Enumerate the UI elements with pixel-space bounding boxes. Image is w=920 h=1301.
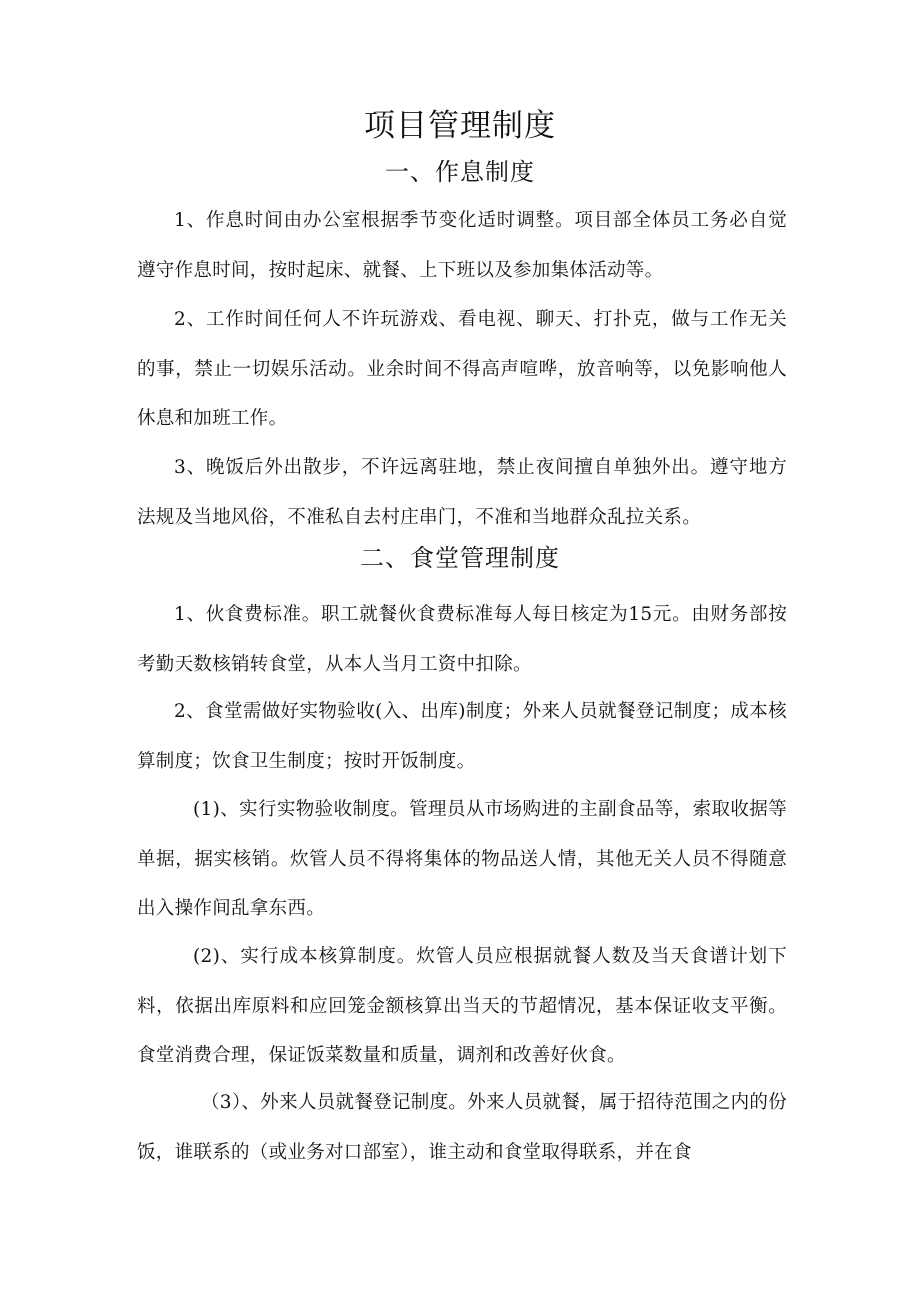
section-heading-canteen: 二、食堂管理制度 <box>360 544 560 572</box>
paragraph-canteen-1: 1、伙食费标准。职工就餐伙食费标准每人每日核定为15元。由财务部按考勤天数核销转食堂，从本人当月工资中扣除。 <box>137 604 787 675</box>
paragraph-canteen-2: 2、食堂需做好实物验收(入、出库)制度；外来人员就餐登记制度；成本核算制度；饮食卫生制度；按时开饭制度。 <box>137 701 787 772</box>
paragraph-canteen-sub-2: (2)、实行成本核算制度。炊管人员应根据就餐人数及当天食谱计划下料，依据出库原料和应回笼金额核算出当天的节超情况，基本保证收支平衡。食堂消费合理，保证饭菜数量和质量，调剂和改善好伙食。 <box>137 946 787 1066</box>
paragraph-work-rest-3: 3、晚饭后外出散步，不许远离驻地，禁止夜间擅自单独外出。遵守地方法规及当地风俗，不准私自去村庄串门，不准和当地群众乱拉关系。 <box>137 457 787 528</box>
paragraph-canteen-sub-1: (1)、实行实物验收制度。管理员从市场购进的主副食品等，索取收据等单据，据实核销。炊管人员不得将集体的物品送人情，其他无关人员不得随意出入操作间乱拿东西。 <box>137 799 787 919</box>
paragraph-canteen-sub-3: （3）、外来人员就餐登记制度。外来人员就餐，属于招待范围之内的份饭，谁联系的（或业务对口部室），谁主动和食堂取得联系，并在食 <box>137 1092 787 1163</box>
paragraph-work-rest-1: 1、作息时间由办公室根据季节变化适时调整。项目部全体员工务必自觉遵守作息时间，按时起床、就餐、上下班以及参加集体活动等。 <box>137 210 787 281</box>
document-title: 项目管理制度 <box>364 108 556 144</box>
section-heading-work-rest: 一、作息制度 <box>385 158 535 186</box>
paragraph-work-rest-2: 2、工作时间任何人不许玩游戏、看电视、聊天、打扑克，做与工作无关的事，禁止一切娱乐活动。业余时间不得高声喧哗，放音响等，以免影响他人休息和加班工作。 <box>137 309 787 429</box>
